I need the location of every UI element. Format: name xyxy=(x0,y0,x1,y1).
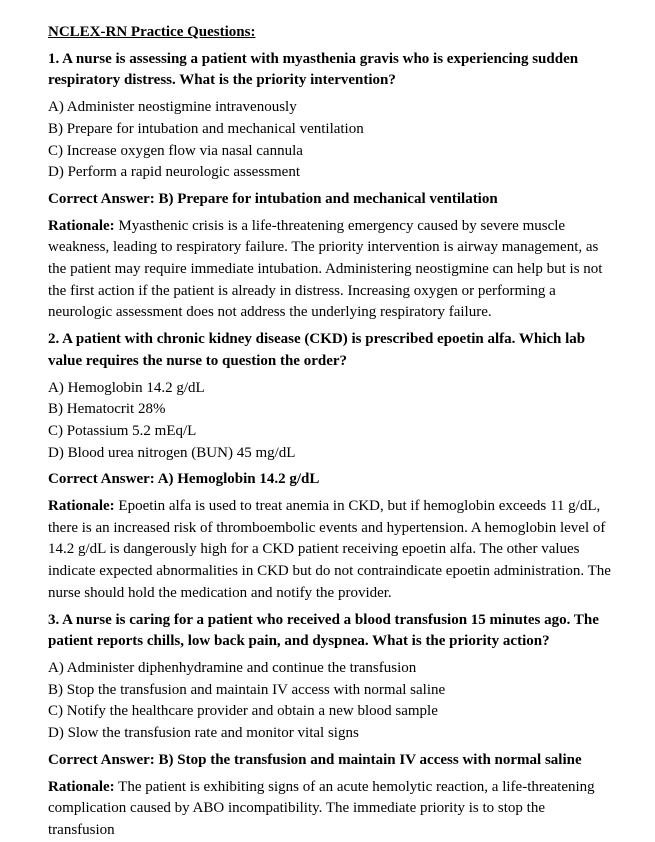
rationale-text: The patient is exhibiting signs of an acute hemolytic reaction, a life-threatening complication caused by ABO incompatibility. The immediate priority is to stop the transfusion xyxy=(48,778,595,838)
rationale-text: Epoetin alfa is used to treat anemia in CKD, but if hemoglobin exceeds 11 g/dL, there is an increased risk of thromboembolic events and hypertension. A hemoglobin level of 14.2 g/dL is dangerously high for a CKD patient receiving epoetin alfa. The other values indicate expected abnormalities in CKD but do not contraindicate epoetin administration. The nurse should hold the medication and notify the provider. xyxy=(48,498,611,601)
option-c: C) Increase oxygen flow via nasal cannula xyxy=(48,142,303,159)
option-a: A) Administer neostigmine intravenously xyxy=(48,99,297,116)
rationale-text: Myasthenic crisis is a life-threatening emergency caused by severe muscle weakness, leading to respiratory failure. The priority intervention is airway management, as the patient may require immediate intubation. Administering neostigmine can help but is not the first action if the patient is already in distress. Increasing oxygen or performing a neurologic assessment does not address the underlying respiratory failure. xyxy=(48,217,603,321)
question-2-text: 2. A patient with chronic kidney disease (CKD) is prescribed epoetin alfa. Which lab value requires the nurse to question the order? xyxy=(48,331,586,369)
option-c: C) Potassium 5.2 mEq/L xyxy=(48,422,197,439)
question-3-correct-answer: Correct Answer: B) Stop the transfusion and maintain IV access with normal saline xyxy=(48,751,582,768)
option-a: A) Hemoglobin 14.2 g/dL xyxy=(48,379,205,396)
option-d: D) Perform a rapid neurologic assessment xyxy=(48,164,301,181)
question-3-text: 3. A nurse is caring for a patient who received a blood transfusion 15 minutes ago. The patient reports chills, low back pain, and dyspnea. What is the priority action? xyxy=(48,611,599,650)
question-block xyxy=(48,49,613,324)
question-1-rationale xyxy=(48,216,613,325)
question-2-rationale xyxy=(48,496,613,605)
option-b: B) Hematocrit 28% xyxy=(48,401,166,418)
option-d: D) Blood urea nitrogen (BUN) 45 mg/dL xyxy=(48,444,296,461)
question-3-rationale xyxy=(48,777,613,842)
rationale-label: Rationale: xyxy=(48,498,115,515)
option-c: C) Notify the healthcare provider and obtain a new blood sample xyxy=(48,703,438,720)
question-1-text: 1. A nurse is assessing a patient with myasthenia gravis who is experiencing sudden respiratory distress. What is the priority intervention? xyxy=(48,50,579,89)
question-block xyxy=(48,329,613,604)
page-title: NCLEX-RN Practice Questions: xyxy=(48,24,256,40)
option-a: A) Administer diphenhydramine and continue the transfusion xyxy=(48,659,417,676)
option-b: B) Stop the transfusion and maintain IV access with normal saline xyxy=(48,681,446,698)
rationale-label: Rationale: xyxy=(48,217,115,234)
question-2-correct-answer: Correct Answer: A) Hemoglobin 14.2 g/dL xyxy=(48,471,320,488)
question-2-options xyxy=(48,378,613,465)
question-1-correct-answer: Correct Answer: B) Prepare for intubation and mechanical ventilation xyxy=(48,190,498,207)
option-d: D) Slow the transfusion rate and monitor vital signs xyxy=(48,725,359,742)
question-block xyxy=(48,610,613,842)
option-b: B) Prepare for intubation and mechanical ventilation xyxy=(48,120,364,137)
rationale-label: Rationale: xyxy=(48,778,115,795)
question-1-options xyxy=(48,97,613,184)
question-3-options xyxy=(48,658,613,745)
